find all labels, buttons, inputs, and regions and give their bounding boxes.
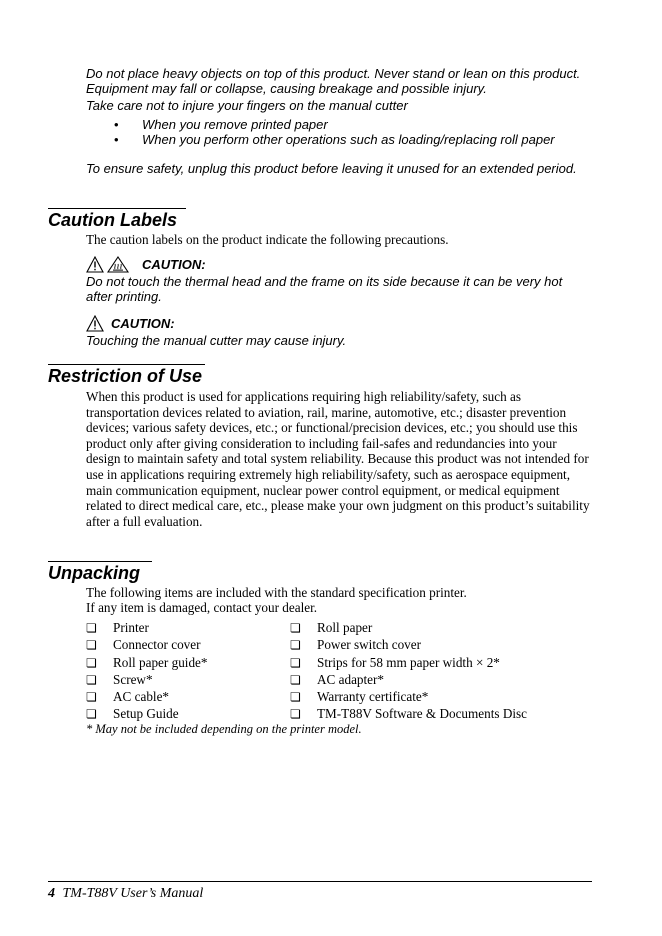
list-item: Setup Guide [113, 706, 179, 721]
bullet-dot: • [114, 117, 119, 132]
checkbox-icon: ❏ [290, 673, 301, 687]
restriction-text: When this product is used for applications requiring high reliability/safety, such as transportation devices related to aviation, rail, marine, automotive, etc.; disaster prevention devices; various safety devices, etc.; or functional/precision devices, etc.; you should use this product only after giving consideration to including fail-safes and redundancies into your design to maintain safety and total system reliability. Because this product was not intended for use in applications requiring extremely high reliability/safety, such as aerospace equipment, main communication equipment, nuclear power control equipment, or medical equipment related to direct medical care, etc., please make your own judgment on this product’s suitability after a full evaluation. [86, 389, 590, 529]
checkbox-icon: ❏ [290, 707, 301, 721]
caution-label-1-text: Do not touch the thermal head and the frame on its side because it can be very hot after printing. [86, 274, 563, 304]
page-number: 4 [48, 886, 55, 901]
warning-triangle-icon [86, 315, 104, 332]
list-item: TM-T88V Software & Documents Disc [317, 706, 527, 721]
checkbox-icon: ❏ [290, 638, 301, 652]
warning-heavy-objects: Do not place heavy objects on top of this product. Never stand or lean on this product. Equipment may fall or collapse, causing breakage and possible injury. [86, 66, 581, 96]
warning-manual-cutter: Take care not to injure your fingers on the manual cutter [86, 98, 408, 113]
list-item: Power switch cover [317, 637, 422, 652]
warning-unplug: To ensure safety, unplug this product before leaving it unused for an extended period. [86, 161, 577, 176]
bullet-dot: • [114, 132, 119, 147]
section-title-unpacking: Unpacking [48, 561, 152, 583]
checkbox-icon: ❏ [86, 673, 97, 687]
list-item: Roll paper guide* [113, 655, 208, 670]
list-item: Warranty certificate* [317, 689, 429, 704]
checkbox-icon: ❏ [86, 707, 97, 721]
page-footer [48, 885, 203, 902]
bullet-text: When you perform other operations such as loading/replacing roll paper [142, 132, 555, 147]
manual-title: TM-T88V User’s Manual [62, 886, 204, 901]
unpacking-intro-line1: The following items are included with the standard specification printer. [86, 585, 467, 600]
warning-triangle-icon [86, 256, 104, 273]
list-item: Strips for 58 mm paper width × 2* [317, 655, 500, 670]
list-item: Screw* [113, 672, 153, 687]
checkbox-icon: ❏ [86, 621, 97, 635]
section-title-caution-labels: Caution Labels [48, 208, 186, 230]
footer-divider [48, 881, 592, 882]
checkbox-icon: ❏ [86, 638, 97, 652]
unpacking-footnote: * May not be included depending on the printer model. [86, 722, 362, 736]
checkbox-icon: ❏ [86, 690, 97, 704]
checkbox-icon: ❏ [290, 621, 301, 635]
caution-label-2-heading: CAUTION: [111, 316, 175, 331]
unpacking-intro-line2: If any item is damaged, contact your dealer. [86, 600, 318, 615]
checkbox-icon: ❏ [86, 656, 97, 670]
list-item: Printer [113, 620, 149, 635]
hot-surface-icon [107, 256, 129, 273]
caution-label-2-text: Touching the manual cutter may cause injury. [86, 333, 347, 348]
section-title-restriction-of-use: Restriction of Use [48, 364, 205, 386]
caution-label-1-heading: CAUTION: [142, 257, 206, 272]
list-item: Connector cover [113, 637, 201, 652]
bullet-text: When you remove printed paper [142, 117, 328, 132]
caution-labels-intro: The caution labels on the product indicate the following precautions. [86, 232, 449, 247]
checkbox-icon: ❏ [290, 656, 301, 670]
checkbox-icon: ❏ [290, 690, 301, 704]
caution-label-2 [86, 315, 175, 332]
list-item: AC adapter* [317, 672, 385, 687]
caution-label-1 [86, 256, 206, 273]
list-item: Roll paper [317, 620, 373, 635]
list-item: AC cable* [113, 689, 170, 704]
